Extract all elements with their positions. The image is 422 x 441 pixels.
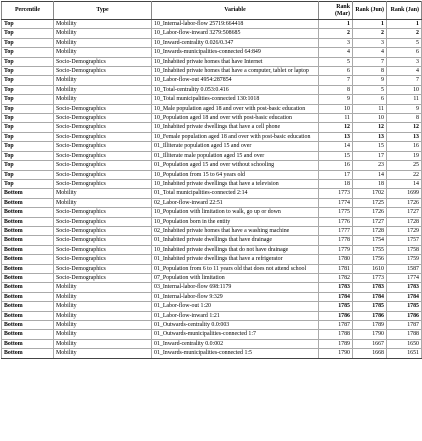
table-row bbox=[2, 330, 422, 339]
cell-rank-mar: 4 bbox=[319, 48, 353, 57]
cell-percentile: Top bbox=[2, 29, 54, 38]
cell-percentile: Bottom bbox=[2, 198, 54, 207]
cell-rank-mar: 1777 bbox=[319, 226, 353, 235]
header-type: Type bbox=[54, 2, 152, 20]
cell-rank-mar: 8 bbox=[319, 85, 353, 94]
cell-percentile: Bottom bbox=[2, 273, 54, 282]
cell-variable: 10_Labor-flow-inward 3279:508685 bbox=[152, 29, 319, 38]
cell-type: Socio-Demographics bbox=[54, 57, 152, 66]
cell-rank-jan: 9 bbox=[387, 104, 422, 113]
cell-rank-jan: 1774 bbox=[387, 273, 422, 282]
cell-type: Socio-Demographics bbox=[54, 142, 152, 151]
cell-percentile: Top bbox=[2, 95, 54, 104]
cell-variable: 01_Outwards-municipalities-connected 1:7 bbox=[152, 330, 319, 339]
table-row bbox=[2, 217, 422, 226]
cell-rank-jan: 1651 bbox=[387, 349, 422, 358]
cell-rank-mar: 16 bbox=[319, 161, 353, 170]
cell-variable: 01_Internal-labor-flow 9:329 bbox=[152, 292, 319, 301]
cell-type: Mobility bbox=[54, 321, 152, 330]
cell-rank-jan: 6 bbox=[387, 48, 422, 57]
cell-percentile: Top bbox=[2, 132, 54, 141]
cell-type: Mobility bbox=[54, 20, 152, 29]
table-row bbox=[2, 85, 422, 94]
cell-percentile: Top bbox=[2, 104, 54, 113]
table-row bbox=[2, 151, 422, 160]
cell-rank-jan: 2 bbox=[387, 29, 422, 38]
cell-type: Socio-Demographics bbox=[54, 226, 152, 235]
cell-rank-mar: 5 bbox=[319, 57, 353, 66]
cell-rank-jun: 1667 bbox=[353, 339, 387, 348]
cell-rank-mar: 14 bbox=[319, 142, 353, 151]
table-row bbox=[2, 245, 422, 254]
cell-rank-jun: 8 bbox=[353, 67, 387, 76]
cell-type: Mobility bbox=[54, 349, 152, 358]
cell-rank-mar: 1789 bbox=[319, 339, 353, 348]
cell-rank-mar: 1785 bbox=[319, 302, 353, 311]
cell-rank-jun: 7 bbox=[353, 57, 387, 66]
cell-rank-jan: 1786 bbox=[387, 311, 422, 320]
cell-rank-jun: 1786 bbox=[353, 311, 387, 320]
cell-variable: 03_Internal-labor-flow 698:1179 bbox=[152, 283, 319, 292]
cell-variable: 01_Total municipalities-connected 2:14 bbox=[152, 189, 319, 198]
table-row bbox=[2, 132, 422, 141]
cell-rank-jun: 2 bbox=[353, 29, 387, 38]
cell-variable: 01_Outwards-centrality 0.0:003 bbox=[152, 321, 319, 330]
cell-rank-mar: 2 bbox=[319, 29, 353, 38]
cell-variable: 10_Male population aged 18 and over with post-basic education bbox=[152, 104, 319, 113]
cell-rank-jun: 13 bbox=[353, 132, 387, 141]
cell-percentile: Top bbox=[2, 76, 54, 85]
cell-rank-mar: 15 bbox=[319, 151, 353, 160]
cell-rank-jun: 4 bbox=[353, 48, 387, 57]
cell-variable: 01_Inhabited private dwellings that have a refrigerator bbox=[152, 255, 319, 264]
cell-variable: 01_Population aged 15 and over without schooling bbox=[152, 161, 319, 170]
table-row bbox=[2, 189, 422, 198]
table-row bbox=[2, 57, 422, 66]
cell-percentile: Bottom bbox=[2, 311, 54, 320]
cell-rank-jan: 14 bbox=[387, 179, 422, 188]
cell-rank-jan: 1699 bbox=[387, 189, 422, 198]
cell-variable: 10_Inhabited private dwellings that do not have drainage bbox=[152, 245, 319, 254]
cell-variable: 02_Labor-flow-inward 22:51 bbox=[152, 198, 319, 207]
cell-rank-jan: 7 bbox=[387, 76, 422, 85]
cell-type: Mobility bbox=[54, 283, 152, 292]
cell-variable: 10_Labor-flow-out 4954:287854 bbox=[152, 76, 319, 85]
table-row bbox=[2, 170, 422, 179]
ranking-table bbox=[1, 1, 422, 359]
cell-variable: 01_Inhabited private dwellings that have drainage bbox=[152, 236, 319, 245]
cell-rank-mar: 6 bbox=[319, 67, 353, 76]
table-row bbox=[2, 302, 422, 311]
cell-percentile: Top bbox=[2, 142, 54, 151]
cell-variable: 10_Population with limitation to walk, go up or down bbox=[152, 208, 319, 217]
cell-type: Socio-Demographics bbox=[54, 255, 152, 264]
cell-variable: 10_Population aged 18 and over with post-basic education bbox=[152, 114, 319, 123]
cell-rank-jun: 3 bbox=[353, 38, 387, 47]
table-row bbox=[2, 29, 422, 38]
cell-variable: 10_Inhabited private homes that have Internet bbox=[152, 57, 319, 66]
cell-rank-jan: 1587 bbox=[387, 264, 422, 273]
cell-rank-jun: 1725 bbox=[353, 198, 387, 207]
cell-type: Socio-Demographics bbox=[54, 104, 152, 113]
cell-type: Socio-Demographics bbox=[54, 132, 152, 141]
cell-type: Mobility bbox=[54, 198, 152, 207]
table-row bbox=[2, 226, 422, 235]
cell-variable: 10_Inhabited private dwellings that have a cell phone bbox=[152, 123, 319, 132]
cell-percentile: Bottom bbox=[2, 283, 54, 292]
cell-rank-jun: 1790 bbox=[353, 330, 387, 339]
cell-rank-jun: 1773 bbox=[353, 273, 387, 282]
cell-percentile: Bottom bbox=[2, 321, 54, 330]
cell-percentile: Top bbox=[2, 85, 54, 94]
cell-rank-jun: 17 bbox=[353, 151, 387, 160]
cell-rank-jun: 15 bbox=[353, 142, 387, 151]
cell-percentile: Bottom bbox=[2, 208, 54, 217]
header-rank-jun: Rank (Jun) bbox=[353, 2, 387, 20]
cell-percentile: Bottom bbox=[2, 217, 54, 226]
cell-rank-jun: 1783 bbox=[353, 283, 387, 292]
cell-type: Socio-Demographics bbox=[54, 151, 152, 160]
cell-rank-jun: 1610 bbox=[353, 264, 387, 273]
cell-type: Mobility bbox=[54, 302, 152, 311]
cell-rank-mar: 1773 bbox=[319, 189, 353, 198]
table-row bbox=[2, 255, 422, 264]
cell-percentile: Bottom bbox=[2, 292, 54, 301]
cell-variable: 10_Inhabited private dwellings that have a television bbox=[152, 179, 319, 188]
cell-rank-jan: 1757 bbox=[387, 236, 422, 245]
cell-rank-jun: 1784 bbox=[353, 292, 387, 301]
cell-rank-jan: 1729 bbox=[387, 226, 422, 235]
cell-rank-jan: 1650 bbox=[387, 339, 422, 348]
cell-rank-mar: 1776 bbox=[319, 217, 353, 226]
cell-type: Socio-Demographics bbox=[54, 208, 152, 217]
cell-rank-jan: 1758 bbox=[387, 245, 422, 254]
cell-rank-mar: 10 bbox=[319, 104, 353, 113]
cell-rank-jan: 4 bbox=[387, 67, 422, 76]
cell-rank-mar: 1783 bbox=[319, 283, 353, 292]
cell-percentile: Bottom bbox=[2, 245, 54, 254]
table-row bbox=[2, 104, 422, 113]
cell-rank-jan: 1787 bbox=[387, 321, 422, 330]
cell-percentile: Bottom bbox=[2, 302, 54, 311]
cell-rank-jun: 1 bbox=[353, 20, 387, 29]
cell-rank-jan: 12 bbox=[387, 123, 422, 132]
cell-percentile: Top bbox=[2, 114, 54, 123]
cell-percentile: Bottom bbox=[2, 264, 54, 273]
cell-variable: 01_Labor-flow-inward 1:21 bbox=[152, 311, 319, 320]
cell-rank-jan: 22 bbox=[387, 170, 422, 179]
cell-percentile: Bottom bbox=[2, 189, 54, 198]
cell-type: Mobility bbox=[54, 311, 152, 320]
cell-rank-jan: 13 bbox=[387, 132, 422, 141]
cell-rank-jun: 5 bbox=[353, 85, 387, 94]
cell-variable: 01_Inwards-municipalities-connected 1:5 bbox=[152, 349, 319, 358]
table-row bbox=[2, 114, 422, 123]
cell-rank-mar: 1787 bbox=[319, 321, 353, 330]
cell-rank-mar: 1779 bbox=[319, 245, 353, 254]
cell-rank-jan: 16 bbox=[387, 142, 422, 151]
cell-rank-mar: 7 bbox=[319, 76, 353, 85]
cell-variable: 01_Illiterate population aged 15 and over bbox=[152, 142, 319, 151]
cell-rank-jun: 1755 bbox=[353, 245, 387, 254]
cell-percentile: Bottom bbox=[2, 255, 54, 264]
table-row bbox=[2, 67, 422, 76]
cell-variable: 07_Population with limitation bbox=[152, 273, 319, 282]
cell-type: Socio-Demographics bbox=[54, 161, 152, 170]
cell-type: Socio-Demographics bbox=[54, 217, 152, 226]
cell-type: Mobility bbox=[54, 292, 152, 301]
cell-rank-jan: 11 bbox=[387, 95, 422, 104]
cell-rank-jun: 14 bbox=[353, 170, 387, 179]
table-row bbox=[2, 198, 422, 207]
cell-type: Mobility bbox=[54, 38, 152, 47]
cell-rank-mar: 9 bbox=[319, 95, 353, 104]
cell-rank-jun: 1702 bbox=[353, 189, 387, 198]
table-row bbox=[2, 349, 422, 358]
cell-rank-jan: 1784 bbox=[387, 292, 422, 301]
cell-rank-mar: 1780 bbox=[319, 255, 353, 264]
cell-variable: 10_Inhabited private homes that have a computer, tablet or laptop bbox=[152, 67, 319, 76]
cell-percentile: Bottom bbox=[2, 339, 54, 348]
cell-percentile: Top bbox=[2, 123, 54, 132]
table-row bbox=[2, 264, 422, 273]
cell-variable: 10_Female population aged 18 and over with post-basic education bbox=[152, 132, 319, 141]
cell-variable: 01_Labor-flow-out 1:20 bbox=[152, 302, 319, 311]
cell-type: Socio-Demographics bbox=[54, 114, 152, 123]
cell-rank-jun: 1756 bbox=[353, 255, 387, 264]
cell-rank-jan: 8 bbox=[387, 114, 422, 123]
cell-variable: 10_Inward-centrality 0.026/0.347 bbox=[152, 38, 319, 47]
cell-rank-jan: 10 bbox=[387, 85, 422, 94]
table-row bbox=[2, 339, 422, 348]
cell-variable: 10_Total municipalities-connected 130:1018 bbox=[152, 95, 319, 104]
table-row bbox=[2, 283, 422, 292]
cell-rank-jun: 18 bbox=[353, 179, 387, 188]
cell-percentile: Top bbox=[2, 48, 54, 57]
cell-percentile: Top bbox=[2, 161, 54, 170]
table-row bbox=[2, 179, 422, 188]
cell-rank-jan: 1759 bbox=[387, 255, 422, 264]
cell-percentile: Top bbox=[2, 38, 54, 47]
cell-type: Socio-Demographics bbox=[54, 170, 152, 179]
cell-rank-mar: 11 bbox=[319, 114, 353, 123]
cell-rank-mar: 1781 bbox=[319, 264, 353, 273]
cell-rank-jun: 12 bbox=[353, 123, 387, 132]
cell-variable: 01_Inward-centrality 0.0:002 bbox=[152, 339, 319, 348]
cell-type: Socio-Demographics bbox=[54, 179, 152, 188]
ranking-table-container bbox=[1, 1, 421, 439]
cell-type: Socio-Demographics bbox=[54, 273, 152, 282]
cell-type: Mobility bbox=[54, 76, 152, 85]
cell-percentile: Bottom bbox=[2, 226, 54, 235]
cell-rank-jan: 1785 bbox=[387, 302, 422, 311]
table-row bbox=[2, 76, 422, 85]
cell-percentile: Top bbox=[2, 170, 54, 179]
table-row bbox=[2, 95, 422, 104]
cell-type: Socio-Demographics bbox=[54, 236, 152, 245]
cell-rank-jun: 9 bbox=[353, 76, 387, 85]
cell-rank-mar: 1775 bbox=[319, 208, 353, 217]
table-row bbox=[2, 236, 422, 245]
header-rank-jan: Rank (Jan) bbox=[387, 2, 422, 20]
table-row bbox=[2, 48, 422, 57]
table-header-row bbox=[2, 2, 422, 20]
table-row bbox=[2, 38, 422, 47]
cell-rank-jun: 6 bbox=[353, 95, 387, 104]
cell-type: Mobility bbox=[54, 95, 152, 104]
cell-rank-jan: 1728 bbox=[387, 217, 422, 226]
cell-rank-jan: 1783 bbox=[387, 283, 422, 292]
header-variable: Variable bbox=[152, 2, 319, 20]
cell-rank-jan: 5 bbox=[387, 38, 422, 47]
cell-rank-mar: 17 bbox=[319, 170, 353, 179]
header-rank-mar: Rank (Mar) bbox=[319, 2, 353, 20]
cell-percentile: Bottom bbox=[2, 236, 54, 245]
header-percentile: Percentile bbox=[2, 2, 54, 20]
cell-rank-mar: 1778 bbox=[319, 236, 353, 245]
cell-type: Mobility bbox=[54, 189, 152, 198]
cell-type: Socio-Demographics bbox=[54, 245, 152, 254]
cell-variable: 10_Total-centrality 0.053:0.416 bbox=[152, 85, 319, 94]
cell-type: Mobility bbox=[54, 48, 152, 57]
cell-rank-jan: 1788 bbox=[387, 330, 422, 339]
cell-rank-jun: 1789 bbox=[353, 321, 387, 330]
cell-type: Socio-Demographics bbox=[54, 123, 152, 132]
cell-rank-jun: 1754 bbox=[353, 236, 387, 245]
cell-rank-jun: 1668 bbox=[353, 349, 387, 358]
cell-rank-jan: 1727 bbox=[387, 208, 422, 217]
cell-percentile: Top bbox=[2, 151, 54, 160]
cell-rank-jun: 1728 bbox=[353, 226, 387, 235]
cell-type: Mobility bbox=[54, 330, 152, 339]
cell-rank-mar: 1790 bbox=[319, 349, 353, 358]
cell-type: Mobility bbox=[54, 339, 152, 348]
cell-variable: 01_Illiterate male population aged 15 and over bbox=[152, 151, 319, 160]
cell-type: Socio-Demographics bbox=[54, 264, 152, 273]
cell-rank-jun: 1727 bbox=[353, 217, 387, 226]
cell-percentile: Bottom bbox=[2, 330, 54, 339]
cell-rank-mar: 1774 bbox=[319, 198, 353, 207]
cell-type: Mobility bbox=[54, 29, 152, 38]
cell-rank-mar: 1788 bbox=[319, 330, 353, 339]
cell-percentile: Top bbox=[2, 179, 54, 188]
table-body bbox=[2, 20, 422, 359]
cell-rank-jun: 23 bbox=[353, 161, 387, 170]
cell-rank-jun: 1785 bbox=[353, 302, 387, 311]
cell-rank-jan: 19 bbox=[387, 151, 422, 160]
cell-rank-jan: 1 bbox=[387, 20, 422, 29]
table-row bbox=[2, 123, 422, 132]
cell-variable: 10_Inwards-municipalities-connected 64:849 bbox=[152, 48, 319, 57]
table-row bbox=[2, 142, 422, 151]
cell-percentile: Top bbox=[2, 67, 54, 76]
cell-percentile: Top bbox=[2, 57, 54, 66]
cell-variable: 10_Population from 15 to 64 years old bbox=[152, 170, 319, 179]
cell-percentile: Bottom bbox=[2, 349, 54, 358]
cell-rank-jun: 11 bbox=[353, 104, 387, 113]
table-row bbox=[2, 311, 422, 320]
cell-rank-mar: 1 bbox=[319, 20, 353, 29]
table-row bbox=[2, 161, 422, 170]
cell-percentile: Top bbox=[2, 20, 54, 29]
cell-type: Mobility bbox=[54, 85, 152, 94]
table-row bbox=[2, 208, 422, 217]
cell-variable: 01_Population from 6 to 11 years old that does not attend school bbox=[152, 264, 319, 273]
cell-rank-mar: 1782 bbox=[319, 273, 353, 282]
table-row bbox=[2, 273, 422, 282]
cell-rank-mar: 12 bbox=[319, 123, 353, 132]
cell-rank-jun: 1726 bbox=[353, 208, 387, 217]
table-row bbox=[2, 321, 422, 330]
table-row bbox=[2, 20, 422, 29]
cell-rank-mar: 1786 bbox=[319, 311, 353, 320]
cell-rank-mar: 18 bbox=[319, 179, 353, 188]
cell-rank-mar: 1784 bbox=[319, 292, 353, 301]
table-row bbox=[2, 292, 422, 301]
cell-rank-jun: 10 bbox=[353, 114, 387, 123]
cell-variable: 10_Internal-labor-flow 25719:664418 bbox=[152, 20, 319, 29]
cell-rank-mar: 13 bbox=[319, 132, 353, 141]
cell-rank-jan: 3 bbox=[387, 57, 422, 66]
cell-type: Socio-Demographics bbox=[54, 67, 152, 76]
cell-variable: 02_Inhabited private homes that have a washing machine bbox=[152, 226, 319, 235]
cell-rank-mar: 3 bbox=[319, 38, 353, 47]
cell-rank-jan: 1726 bbox=[387, 198, 422, 207]
cell-rank-jan: 25 bbox=[387, 161, 422, 170]
cell-variable: 10_Population born in the entity bbox=[152, 217, 319, 226]
